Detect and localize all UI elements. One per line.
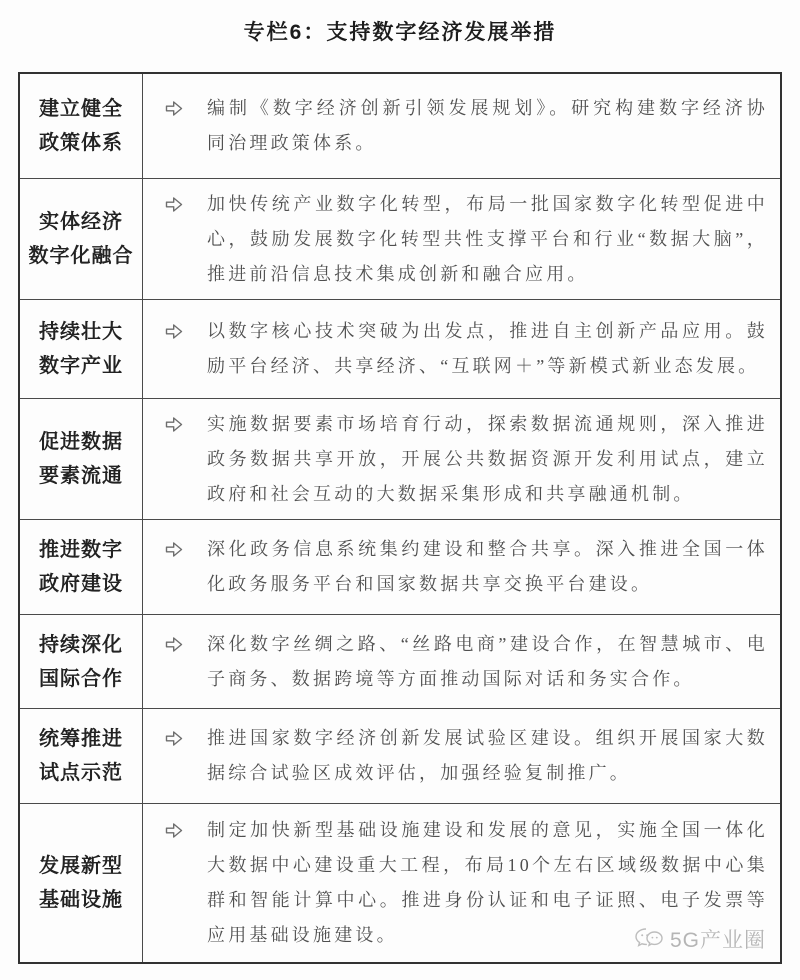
row-body-text: 加快传统产业数字化转型，布局一批国家数字化转型促进中心，鼓励发展数字化转型共性支撑平台和行业“数据大脑”，推进前沿信息技术集成创新和融合应用。 — [207, 193, 768, 284]
table-row — [20, 74, 780, 178]
row-body — [143, 520, 780, 614]
table-row — [20, 398, 780, 519]
table-row — [20, 519, 780, 614]
measures-table — [18, 72, 782, 964]
row-body-text: 实施数据要素市场培育行动，探索数据流通规则，深入推进政务数据共享开放，开展公共数据资源开发利用试点，建立政府和社会互动的大数据采集形成和共享融通机制。 — [207, 413, 768, 504]
row-header-line: 持续壮大 — [39, 321, 123, 343]
row-header-line: 试点示范 — [39, 762, 123, 784]
row-header-digital-industry — [20, 300, 143, 398]
table-row — [20, 614, 780, 708]
row-header-international-cooperation — [20, 615, 143, 708]
right-arrow-icon — [165, 627, 183, 653]
row-body — [143, 300, 780, 398]
row-body — [143, 615, 780, 708]
row-body — [143, 709, 780, 803]
row-body-text: 深化政务信息系统集约建设和整合共享。深入推进全国一体化政务服务平台和国家数据共享交换平台建设。 — [207, 539, 768, 594]
watermark — [634, 924, 766, 954]
row-body-text: 以数字核心技术突破为出发点，推进自主创新产品应用。鼓励平台经济、共享经济、“互联网＋”等新模式新业态发展。 — [207, 321, 768, 376]
row-body — [143, 179, 780, 299]
row-body-text: 深化数字丝绸之路、“丝路电商”建设合作，在智慧城市、电子商务、数据跨境等方面推动国际对话和务实合作。 — [207, 633, 768, 689]
right-arrow-icon — [165, 407, 183, 433]
table-row — [20, 178, 780, 299]
row-header-pilot-demonstration — [20, 709, 143, 803]
row-header-line: 基础设施 — [39, 889, 123, 911]
row-header-line: 政策体系 — [39, 132, 123, 154]
row-header-line: 数字化融合 — [28, 245, 134, 267]
row-header-line: 发展新型 — [39, 855, 123, 877]
table-row — [20, 708, 780, 803]
right-arrow-icon — [165, 813, 183, 839]
right-arrow-icon — [165, 187, 183, 213]
row-header-digital-government — [20, 520, 143, 614]
wechat-logo-icon — [634, 927, 664, 951]
row-header-line: 推进数字 — [39, 539, 123, 561]
row-header-line: 统筹推进 — [39, 728, 123, 750]
row-header-line: 国际合作 — [39, 667, 123, 690]
right-arrow-icon — [165, 721, 183, 747]
row-header-line: 政府建设 — [39, 573, 123, 595]
row-header-real-economy — [20, 179, 143, 299]
right-arrow-icon — [165, 91, 183, 117]
row-body — [143, 399, 780, 519]
row-header-line: 促进数据 — [39, 431, 123, 453]
row-body-text: 推进国家数字经济创新发展试验区建设。组织开展国家大数据综合试验区成效评估，加强经验复制推广。 — [207, 728, 768, 783]
row-header-line: 建立健全 — [39, 98, 123, 120]
watermark-label: 5G产业圈 — [669, 929, 766, 952]
row-header-line: 数字产业 — [39, 355, 123, 377]
right-arrow-icon — [165, 532, 183, 558]
row-body-text: 制定加快新型基础设施建设和发展的意见，实施全国一体化大数据中心建设重大工程，布局10个左右区域级数据中心集群和智能计算中心。推进身份认证和电子证照、电子发票等应用基础设施建设。 — [207, 820, 768, 945]
row-header-policy-system — [20, 74, 143, 178]
row-header-new-infrastructure — [20, 804, 143, 962]
row-header-line: 实体经济 — [39, 211, 123, 233]
row-header-line: 持续深化 — [39, 633, 123, 656]
row-body — [143, 74, 780, 178]
table-row — [20, 299, 780, 398]
row-body-text: 编制《数字经济创新引领发展规划》。研究构建数字经济协同治理政策体系。 — [207, 98, 768, 153]
page-title: 专栏6：支持数字经济发展举措 — [243, 21, 557, 44]
row-header-data-elements — [20, 399, 143, 519]
row-header-line: 要素流通 — [39, 465, 123, 487]
right-arrow-icon — [165, 314, 183, 340]
